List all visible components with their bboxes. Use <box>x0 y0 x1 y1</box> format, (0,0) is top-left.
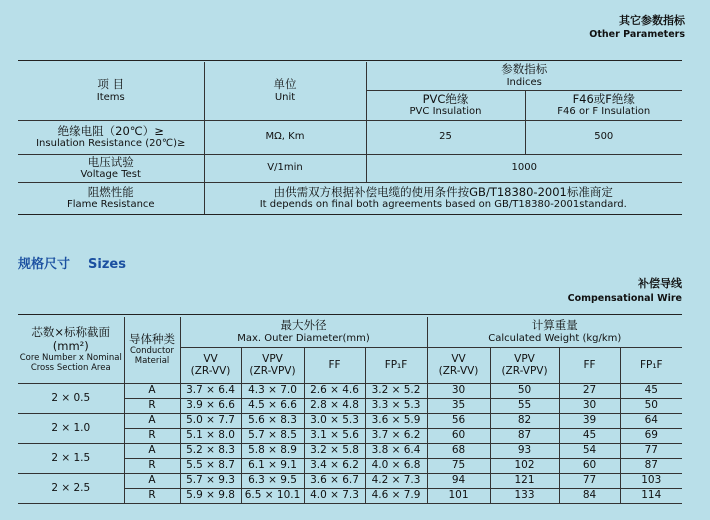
fpf-cell: 3.8 × 6.4 <box>365 443 427 458</box>
sizes-table <box>18 317 682 504</box>
size-cell: 2 × 1.0 <box>18 413 124 443</box>
weight-vv-cell: 68 <box>427 443 490 458</box>
size-cell: 2 × 2.5 <box>18 473 124 503</box>
weight-vv-cell: 60 <box>427 428 490 443</box>
size-cell: 2 × 0.5 <box>18 383 124 413</box>
voltage-test-value: 1000 <box>366 154 682 182</box>
material-cell: A <box>124 413 180 428</box>
ff-cell: 3.1 × 5.6 <box>304 428 365 443</box>
weight-ff-cell: 30 <box>559 398 620 413</box>
weight-vv-cell: 101 <box>427 488 490 503</box>
sizes-top-rule <box>18 314 682 315</box>
vpv-cell: 4.3 × 7.0 <box>241 383 304 398</box>
ff-cell: 3.6 × 6.7 <box>304 473 365 488</box>
ff-cell: 3.2 × 5.8 <box>304 443 365 458</box>
material-cell: R <box>124 488 180 503</box>
fpf-cell: 4.0 × 6.8 <box>365 458 427 473</box>
pvc-header: PVC绝缘 PVC Insulation <box>366 90 525 120</box>
weight-vv-cell: 30 <box>427 383 490 398</box>
weight-ff-cell: 39 <box>559 413 620 428</box>
insulation-resistance-label: 绝缘电阻（20℃）≥ Insulation Resistance (20℃)≥ <box>18 120 204 154</box>
conductor-header: 导体种类 Conductor Material <box>124 317 180 383</box>
weight-vpv-cell: 133 <box>490 488 559 503</box>
weight-fpf-cell: 45 <box>620 383 682 398</box>
fpf-cell: 3.7 × 6.2 <box>365 428 427 443</box>
weight-vv-header: VV (ZR-VV) <box>427 347 490 383</box>
top-rule <box>18 60 682 61</box>
weight-ff-cell: 60 <box>559 458 620 473</box>
vv-cell: 3.7 × 6.4 <box>180 383 241 398</box>
size-cell: 2 × 1.5 <box>18 443 124 473</box>
insulation-resistance-unit: MΩ, Km <box>204 120 366 154</box>
vv-cell: 5.5 × 8.7 <box>180 458 241 473</box>
weight-vpv-cell: 102 <box>490 458 559 473</box>
table-row <box>18 473 682 488</box>
weight-vv-cell: 35 <box>427 398 490 413</box>
compensational-wire-title-cn: 补偿导线 <box>638 277 682 290</box>
weight-ff-cell: 27 <box>559 383 620 398</box>
vpv-cell: 4.5 × 6.6 <box>241 398 304 413</box>
weight-fpf-cell: 69 <box>620 428 682 443</box>
weight-vpv-cell: 121 <box>490 473 559 488</box>
material-cell: A <box>124 383 180 398</box>
weight-ff-cell: 54 <box>559 443 620 458</box>
other-parameters-title-en: Other Parameters <box>589 29 685 40</box>
fpf-header: FP₁F <box>365 347 427 383</box>
indices-header: 参数指标 Indices <box>366 62 682 90</box>
vv-cell: 5.9 × 9.8 <box>180 488 241 503</box>
weight-vpv-cell: 82 <box>490 413 559 428</box>
ff-cell: 2.6 × 4.6 <box>304 383 365 398</box>
material-cell: R <box>124 428 180 443</box>
voltage-test-unit: V/1min <box>204 154 366 182</box>
vpv-header: VPV (ZR-VPV) <box>241 347 304 383</box>
ff-cell: 3.4 × 6.2 <box>304 458 365 473</box>
weight-vpv-cell: 87 <box>490 428 559 443</box>
weight-vv-cell: 75 <box>427 458 490 473</box>
f46-header: F46或F绝缘 F46 or F Insulation <box>525 90 682 120</box>
weight-fpf-header: FP₁F <box>620 347 682 383</box>
weight-vpv-cell: 93 <box>490 443 559 458</box>
weight-fpf-cell: 103 <box>620 473 682 488</box>
weight-ff-cell: 45 <box>559 428 620 443</box>
sizes-title: 规格尺寸 Sizes <box>18 257 126 272</box>
vpv-cell: 6.1 × 9.1 <box>241 458 304 473</box>
vv-cell: 5.1 × 8.0 <box>180 428 241 443</box>
material-cell: R <box>124 398 180 413</box>
weight-vpv-header: VPV (ZR-VPV) <box>490 347 559 383</box>
weight-fpf-cell: 87 <box>620 458 682 473</box>
weight-ff-cell: 84 <box>559 488 620 503</box>
material-cell: A <box>124 473 180 488</box>
unit-header: 单位 Unit <box>204 62 366 120</box>
weight-vpv-cell: 50 <box>490 383 559 398</box>
material-cell: A <box>124 443 180 458</box>
flame-resistance-label: 阻燃性能 Flame Resistance <box>18 182 204 214</box>
vpv-cell: 6.5 × 10.1 <box>241 488 304 503</box>
vpv-cell: 5.7 × 8.5 <box>241 428 304 443</box>
weight-header: 计算重量 Calculated Weight (kg/km) <box>427 317 682 347</box>
voltage-test-label: 电压试验 Voltage Test <box>18 154 204 182</box>
items-header: 项 目 Items <box>18 62 204 120</box>
fpf-cell: 3.3 × 5.3 <box>365 398 427 413</box>
vpv-cell: 6.3 × 9.5 <box>241 473 304 488</box>
ff-cell: 2.8 × 4.8 <box>304 398 365 413</box>
flame-resistance-value: 由供需双方根据补偿电缆的使用条件按GB/T18380-2001标准商定 It depends on final both agreements based on GB/T18380-2001standard. <box>204 182 682 214</box>
weight-ff-cell: 77 <box>559 473 620 488</box>
vv-cell: 3.9 × 6.6 <box>180 398 241 413</box>
table-row <box>18 443 682 458</box>
insulation-resistance-f46: 500 <box>525 120 682 154</box>
fpf-cell: 4.2 × 7.3 <box>365 473 427 488</box>
table-row <box>18 383 682 398</box>
weight-ff-header: FF <box>559 347 620 383</box>
ff-header: FF <box>304 347 365 383</box>
weight-vv-cell: 56 <box>427 413 490 428</box>
material-cell: R <box>124 458 180 473</box>
fpf-cell: 3.2 × 5.2 <box>365 383 427 398</box>
vv-cell: 5.7 × 9.3 <box>180 473 241 488</box>
weight-vpv-cell: 55 <box>490 398 559 413</box>
weight-vv-cell: 94 <box>427 473 490 488</box>
vv-cell: 5.0 × 7.7 <box>180 413 241 428</box>
vpv-cell: 5.8 × 8.9 <box>241 443 304 458</box>
fpf-cell: 4.6 × 7.9 <box>365 488 427 503</box>
core-size-header: 芯数×标称截面(mm²) Core Number x Nominal Cross Section Area <box>18 317 124 383</box>
weight-fpf-cell: 50 <box>620 398 682 413</box>
vpv-cell: 5.6 × 8.3 <box>241 413 304 428</box>
weight-fpf-cell: 77 <box>620 443 682 458</box>
ff-cell: 3.0 × 5.3 <box>304 413 365 428</box>
vv-cell: 5.2 × 8.3 <box>180 443 241 458</box>
table-row <box>18 413 682 428</box>
compensational-wire-title-en: Compensational Wire <box>567 293 682 304</box>
weight-fpf-cell: 114 <box>620 488 682 503</box>
fpf-cell: 3.6 × 5.9 <box>365 413 427 428</box>
outer-diameter-header: 最大外径 Max. Outer Diameter(mm) <box>180 317 427 347</box>
other-parameters-table <box>18 62 682 215</box>
vv-header: VV (ZR-VV) <box>180 347 241 383</box>
other-parameters-title-cn: 其它参数指标 <box>619 14 685 27</box>
insulation-resistance-pvc: 25 <box>366 120 525 154</box>
ff-cell: 4.0 × 7.3 <box>304 488 365 503</box>
weight-fpf-cell: 64 <box>620 413 682 428</box>
